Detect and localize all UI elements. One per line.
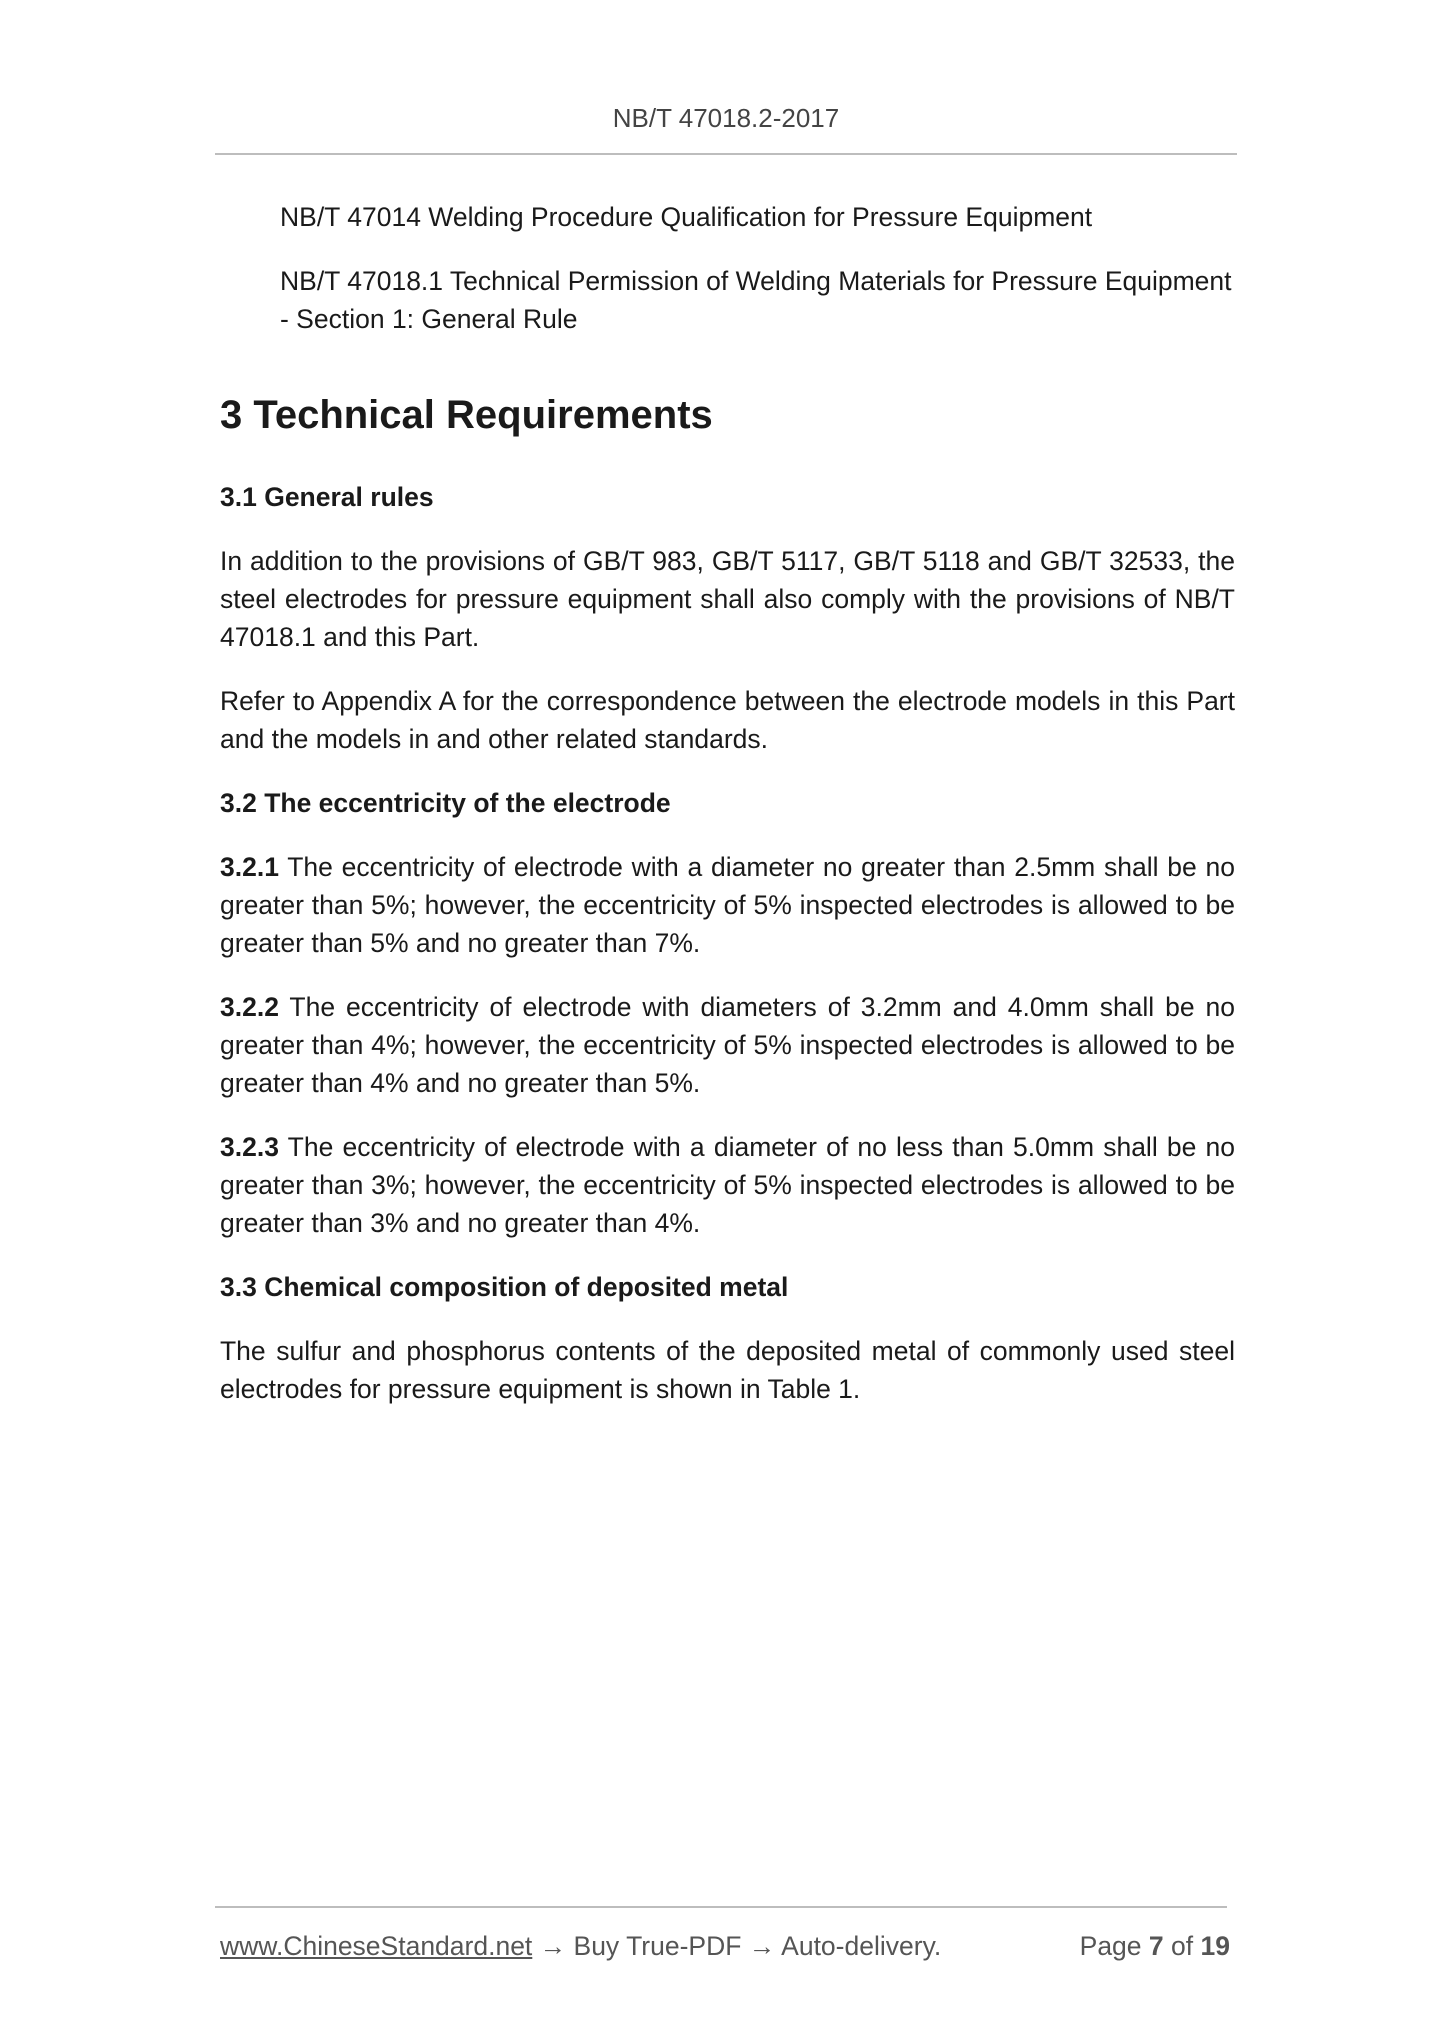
- paragraph: The sulfur and phosphorus contents of the deposited metal of commonly used steel electrodes for pressure equipment is shown in Table 1.: [220, 1336, 1235, 1404]
- header-divider: [215, 153, 1237, 155]
- of-label: of: [1171, 1931, 1194, 1961]
- reference-item: NB/T 47014 Welding Procedure Qualification for Pressure Equipment: [280, 202, 1093, 232]
- footer-promo-text: → Buy True-PDF → Auto-delivery.: [532, 1931, 942, 1961]
- website-link[interactable]: www.ChineseStandard.net: [220, 1931, 533, 1961]
- total-pages: 19: [1200, 1931, 1230, 1961]
- current-page: 7: [1148, 1931, 1164, 1961]
- reference-item: NB/T 47018.1 Technical Permission of Welding Materials for Pressure Equipment - Section 1: General Rule: [280, 266, 1232, 334]
- footer-promo: [220, 1926, 941, 1966]
- clause-paragraph: [220, 988, 1235, 1102]
- subsection-heading: 3.2 The eccentricity of the electrode: [220, 788, 671, 818]
- page-footer: [220, 1926, 1230, 1966]
- clause-paragraph: [220, 848, 1235, 962]
- page-content: [220, 198, 1235, 1434]
- paragraph: Refer to Appendix A for the correspondence between the electrode models in this Part and the models in and other related standards.: [220, 686, 1235, 754]
- clause-text: The eccentricity of electrode with a diameter no greater than 2.5mm shall be no greater than 5%; however, the eccentricity of 5% inspected electrodes is allowed to be greater than 5% and no greater than 7%.: [220, 852, 1235, 958]
- subsection-heading: 3.3 Chemical composition of deposited metal: [220, 1272, 789, 1302]
- clause-text: The eccentricity of electrode with a diameter of no less than 5.0mm shall be no greater than 3%; however, the eccentricity of 5% inspected electrodes is allowed to be greater than 3% and no greater than 4%.: [220, 1132, 1235, 1238]
- page-header: NB/T 47018.2-2017: [612, 103, 840, 133]
- footer-divider: [215, 1906, 1227, 1908]
- subsection-heading: 3.1 General rules: [220, 482, 434, 512]
- clause-number: 3.2.2: [220, 992, 279, 1022]
- page-number: [1080, 1926, 1230, 1966]
- clause-number: 3.2.3: [220, 1132, 279, 1162]
- clause-paragraph: [220, 1128, 1235, 1242]
- section-title: 3 Technical Requirements: [220, 393, 713, 437]
- paragraph: In addition to the provisions of GB/T 983, GB/T 5117, GB/T 5118 and GB/T 32533, the steel electrodes for pressure equipment shall also comply with the provisions of NB/T 47018.1 and this Part.: [220, 546, 1235, 652]
- clause-number: 3.2.1: [220, 852, 279, 882]
- page-label: Page: [1079, 1931, 1142, 1961]
- clause-text: The eccentricity of electrode with diameters of 3.2mm and 4.0mm shall be no greater than 4%; however, the eccentricity of 5% inspected electrodes is allowed to be greater than 4% and no greater than 5%.: [220, 992, 1235, 1098]
